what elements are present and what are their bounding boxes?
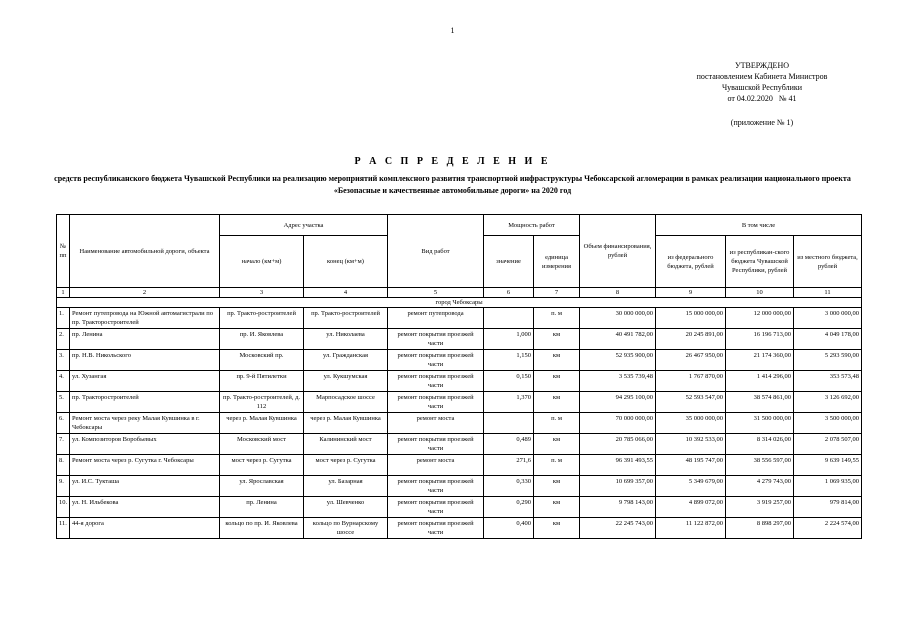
row-end: Калининский мост (304, 434, 388, 455)
page-number: 1 (450, 26, 455, 35)
row-federal: 1 767 870,00 (656, 371, 726, 392)
column-number: 8 (580, 288, 656, 298)
row-number: 4. (57, 371, 70, 392)
row-local: 3 000 000,00 (794, 308, 862, 329)
row-federal: 11 122 872,00 (656, 518, 726, 539)
table-row (57, 455, 862, 476)
row-unit: км (534, 350, 580, 371)
column-number: 10 (726, 288, 794, 298)
row-work-type: ремонт покрытия проезжей части (388, 434, 484, 455)
row-local: 3 500 000,00 (794, 413, 862, 434)
row-volume: 20 785 066,00 (580, 434, 656, 455)
column-number: 5 (388, 288, 484, 298)
row-value: 0,150 (484, 371, 534, 392)
table-row (57, 413, 862, 434)
row-number: 2. (57, 329, 70, 350)
row-local: 4 049 178,00 (794, 329, 862, 350)
section-title: город Чебоксары (57, 298, 862, 308)
row-value: 1,000 (484, 329, 534, 350)
row-unit: п. м (534, 455, 580, 476)
header-no: № пп (57, 215, 70, 288)
row-local: 979 814,00 (794, 497, 862, 518)
row-unit: км (534, 371, 580, 392)
row-number: 7. (57, 434, 70, 455)
row-end: ул. Шевченко (304, 497, 388, 518)
approval-line: Чувашской Республики (721, 83, 803, 92)
row-federal: 26 467 950,00 (656, 350, 726, 371)
header-including: В том числе (656, 215, 862, 236)
row-unit: км (534, 518, 580, 539)
row-federal: 5 349 679,00 (656, 476, 726, 497)
row-volume: 52 935 900,00 (580, 350, 656, 371)
row-republic: 3 919 257,00 (726, 497, 794, 518)
column-number: 3 (220, 288, 304, 298)
row-volume: 96 391 493,55 (580, 455, 656, 476)
row-republic: 38 574 861,00 (726, 392, 794, 413)
row-name: ул. Н. Ильбекова (70, 497, 220, 518)
row-name: ул. И.С. Тукташа (70, 476, 220, 497)
header-unit: единица измерения (534, 236, 580, 288)
row-federal: 15 000 000,00 (656, 308, 726, 329)
table-row (57, 329, 862, 350)
document-title: Р А С П Р Е Д Е Л Е Н И Е (354, 156, 551, 167)
row-number: 10. (57, 497, 70, 518)
row-start: пр. Ленина (220, 497, 304, 518)
approval-date: от 04.02.2020 № 41 (727, 94, 797, 103)
header-local: из местного бюджета, рублей (794, 236, 862, 288)
row-start: пр. 9-й Пятилетки (220, 371, 304, 392)
row-volume: 22 245 743,00 (580, 518, 656, 539)
row-end: мост через р. Сугутка (304, 455, 388, 476)
row-republic: 8 898 297,00 (726, 518, 794, 539)
row-start: мост через р. Сугутка (220, 455, 304, 476)
header-name: Наименование автомобильной дороги, объекта (70, 215, 220, 288)
row-volume: 70 000 000,00 (580, 413, 656, 434)
row-name: пр. Тракторостроителей (70, 392, 220, 413)
table-row (57, 476, 862, 497)
row-end: через р. Малая Кувшинка (304, 413, 388, 434)
row-republic: 31 500 000,00 (726, 413, 794, 434)
approval-line: постановлением Кабинета Министров (696, 72, 828, 81)
row-work-type: ремонт покрытия проезжей части (388, 371, 484, 392)
section-row (57, 298, 862, 308)
row-unit: п. м (534, 413, 580, 434)
row-start: кольцо по пр. И. Яковлева (220, 518, 304, 539)
row-unit: п. м (534, 308, 580, 329)
row-volume: 30 000 000,00 (580, 308, 656, 329)
row-value: 1,150 (484, 350, 534, 371)
row-federal: 4 899 072,00 (656, 497, 726, 518)
row-start: Московский пр. (220, 350, 304, 371)
row-number: 1. (57, 308, 70, 329)
row-name: Ремонт моста через р. Сугутка г. Чебоксары (70, 455, 220, 476)
row-value: 0,400 (484, 518, 534, 539)
table-row (57, 392, 862, 413)
row-work-type: ремонт путепровода (388, 308, 484, 329)
row-republic: 8 314 026,00 (726, 434, 794, 455)
row-work-type: ремонт покрытия проезжей части (388, 392, 484, 413)
row-start: через р. Малая Кувшинка (220, 413, 304, 434)
row-name: Ремонт моста через реку Малая Кувшинка в г. Чебоксары (70, 413, 220, 434)
table-row (57, 497, 862, 518)
header-work-type: Вид работ (388, 215, 484, 288)
row-unit: км (534, 497, 580, 518)
row-local: 5 293 590,00 (794, 350, 862, 371)
column-number: 11 (794, 288, 862, 298)
row-start: пр. И. Яковлева (220, 329, 304, 350)
header-address: Адрес участка (220, 215, 388, 236)
row-end: кольцо по Вурнарскому шоссе (304, 518, 388, 539)
row-number: 9. (57, 476, 70, 497)
row-local: 2 078 507,00 (794, 434, 862, 455)
row-start: Московский мост (220, 434, 304, 455)
row-work-type: ремонт покрытия проезжей части (388, 518, 484, 539)
row-federal: 35 000 000,00 (656, 413, 726, 434)
row-federal: 52 593 547,00 (656, 392, 726, 413)
row-republic: 4 279 743,00 (726, 476, 794, 497)
table-row (57, 371, 862, 392)
row-number: 3. (57, 350, 70, 371)
row-end: ул. Гражданская (304, 350, 388, 371)
header-capacity: Мощность работ (484, 215, 580, 236)
row-volume: 10 699 357,00 (580, 476, 656, 497)
row-federal: 20 245 891,00 (656, 329, 726, 350)
table-row (57, 518, 862, 539)
document-subtitle: средств республиканского бюджета Чувашской Республики на реализацию мероприятий комплексного развития транспортной инфраструктуры Чебоксарской агломерации в рамках реализации национального проекта «Безопасные и качественные автомобильные дороги» на 2020 год (54, 174, 851, 195)
row-value: 0,489 (484, 434, 534, 455)
row-work-type: ремонт покрытия проезжей части (388, 350, 484, 371)
row-republic: 21 174 360,00 (726, 350, 794, 371)
row-unit: км (534, 476, 580, 497)
table-row (57, 350, 862, 371)
row-value: 0,290 (484, 497, 534, 518)
row-volume: 94 295 100,00 (580, 392, 656, 413)
row-unit: км (534, 434, 580, 455)
row-start: пр. Тракто-ростроителей, д. 112 (220, 392, 304, 413)
header-volume: Объем финансирования, рублей (580, 215, 656, 288)
row-end: ул. Базарная (304, 476, 388, 497)
row-number: 5. (57, 392, 70, 413)
row-local: 3 126 692,00 (794, 392, 862, 413)
row-name: пр. Ленина (70, 329, 220, 350)
row-number: 8. (57, 455, 70, 476)
row-number: 11. (57, 518, 70, 539)
row-work-type: ремонт покрытия проезжей части (388, 476, 484, 497)
row-start: ул. Ярославская (220, 476, 304, 497)
row-end: Марпосадское шоссе (304, 392, 388, 413)
column-number: 1 (57, 288, 70, 298)
row-end: пр. Тракто-ростроителей (304, 308, 388, 329)
row-republic: 16 196 713,00 (726, 329, 794, 350)
row-republic: 12 000 000,00 (726, 308, 794, 329)
table-row (57, 434, 862, 455)
row-value: 0,330 (484, 476, 534, 497)
distribution-table (56, 214, 862, 539)
row-unit: км (534, 329, 580, 350)
header-republic: из республикан-ского бюджета Чувашской Республики, рублей (726, 236, 794, 288)
approval-title: УТВЕРЖДЕНО (734, 61, 789, 70)
row-local: 1 069 935,00 (794, 476, 862, 497)
approval-stamp (662, 60, 862, 104)
row-value: 271,6 (484, 455, 534, 476)
column-number: 6 (484, 288, 534, 298)
row-end: ул. Николаева (304, 329, 388, 350)
row-work-type: ремонт моста (388, 455, 484, 476)
column-number: 9 (656, 288, 726, 298)
appendix-label: (приложение № 1) (730, 118, 794, 127)
header-end: конец (км+м) (304, 236, 388, 288)
row-number: 6. (57, 413, 70, 434)
row-federal: 10 392 533,00 (656, 434, 726, 455)
row-work-type: ремонт моста (388, 413, 484, 434)
row-work-type: ремонт покрытия проезжей части (388, 497, 484, 518)
column-number: 4 (304, 288, 388, 298)
row-name: ул. Композиторов Воробьевых (70, 434, 220, 455)
row-start: пр. Тракто-ростроителей (220, 308, 304, 329)
row-volume: 9 798 143,00 (580, 497, 656, 518)
column-number: 7 (534, 288, 580, 298)
column-number-row (57, 288, 862, 298)
row-value (484, 308, 534, 329)
header-value: значение (484, 236, 534, 288)
row-volume: 3 535 739,48 (580, 371, 656, 392)
row-volume: 40 491 782,00 (580, 329, 656, 350)
row-work-type: ремонт покрытия проезжей части (388, 329, 484, 350)
row-local: 2 224 574,00 (794, 518, 862, 539)
row-local: 353 573,48 (794, 371, 862, 392)
row-value (484, 413, 534, 434)
column-number: 2 (70, 288, 220, 298)
row-federal: 48 195 747,00 (656, 455, 726, 476)
row-name: ул. Хузангая (70, 371, 220, 392)
row-end: ул. Кукшумская (304, 371, 388, 392)
header-federal: из федерального бюджета, рублей (656, 236, 726, 288)
row-republic: 38 556 597,00 (726, 455, 794, 476)
row-republic: 1 414 296,00 (726, 371, 794, 392)
row-local: 9 639 149,55 (794, 455, 862, 476)
row-value: 1,370 (484, 392, 534, 413)
row-name: Ремонт путепровода на Южной автомагистрали по пр. Тракторостроителей (70, 308, 220, 329)
row-name: 44-я дорога (70, 518, 220, 539)
header-start: начало (км+м) (220, 236, 304, 288)
row-unit: км (534, 392, 580, 413)
row-name: пр. Н.В. Никольского (70, 350, 220, 371)
table-row (57, 308, 862, 329)
